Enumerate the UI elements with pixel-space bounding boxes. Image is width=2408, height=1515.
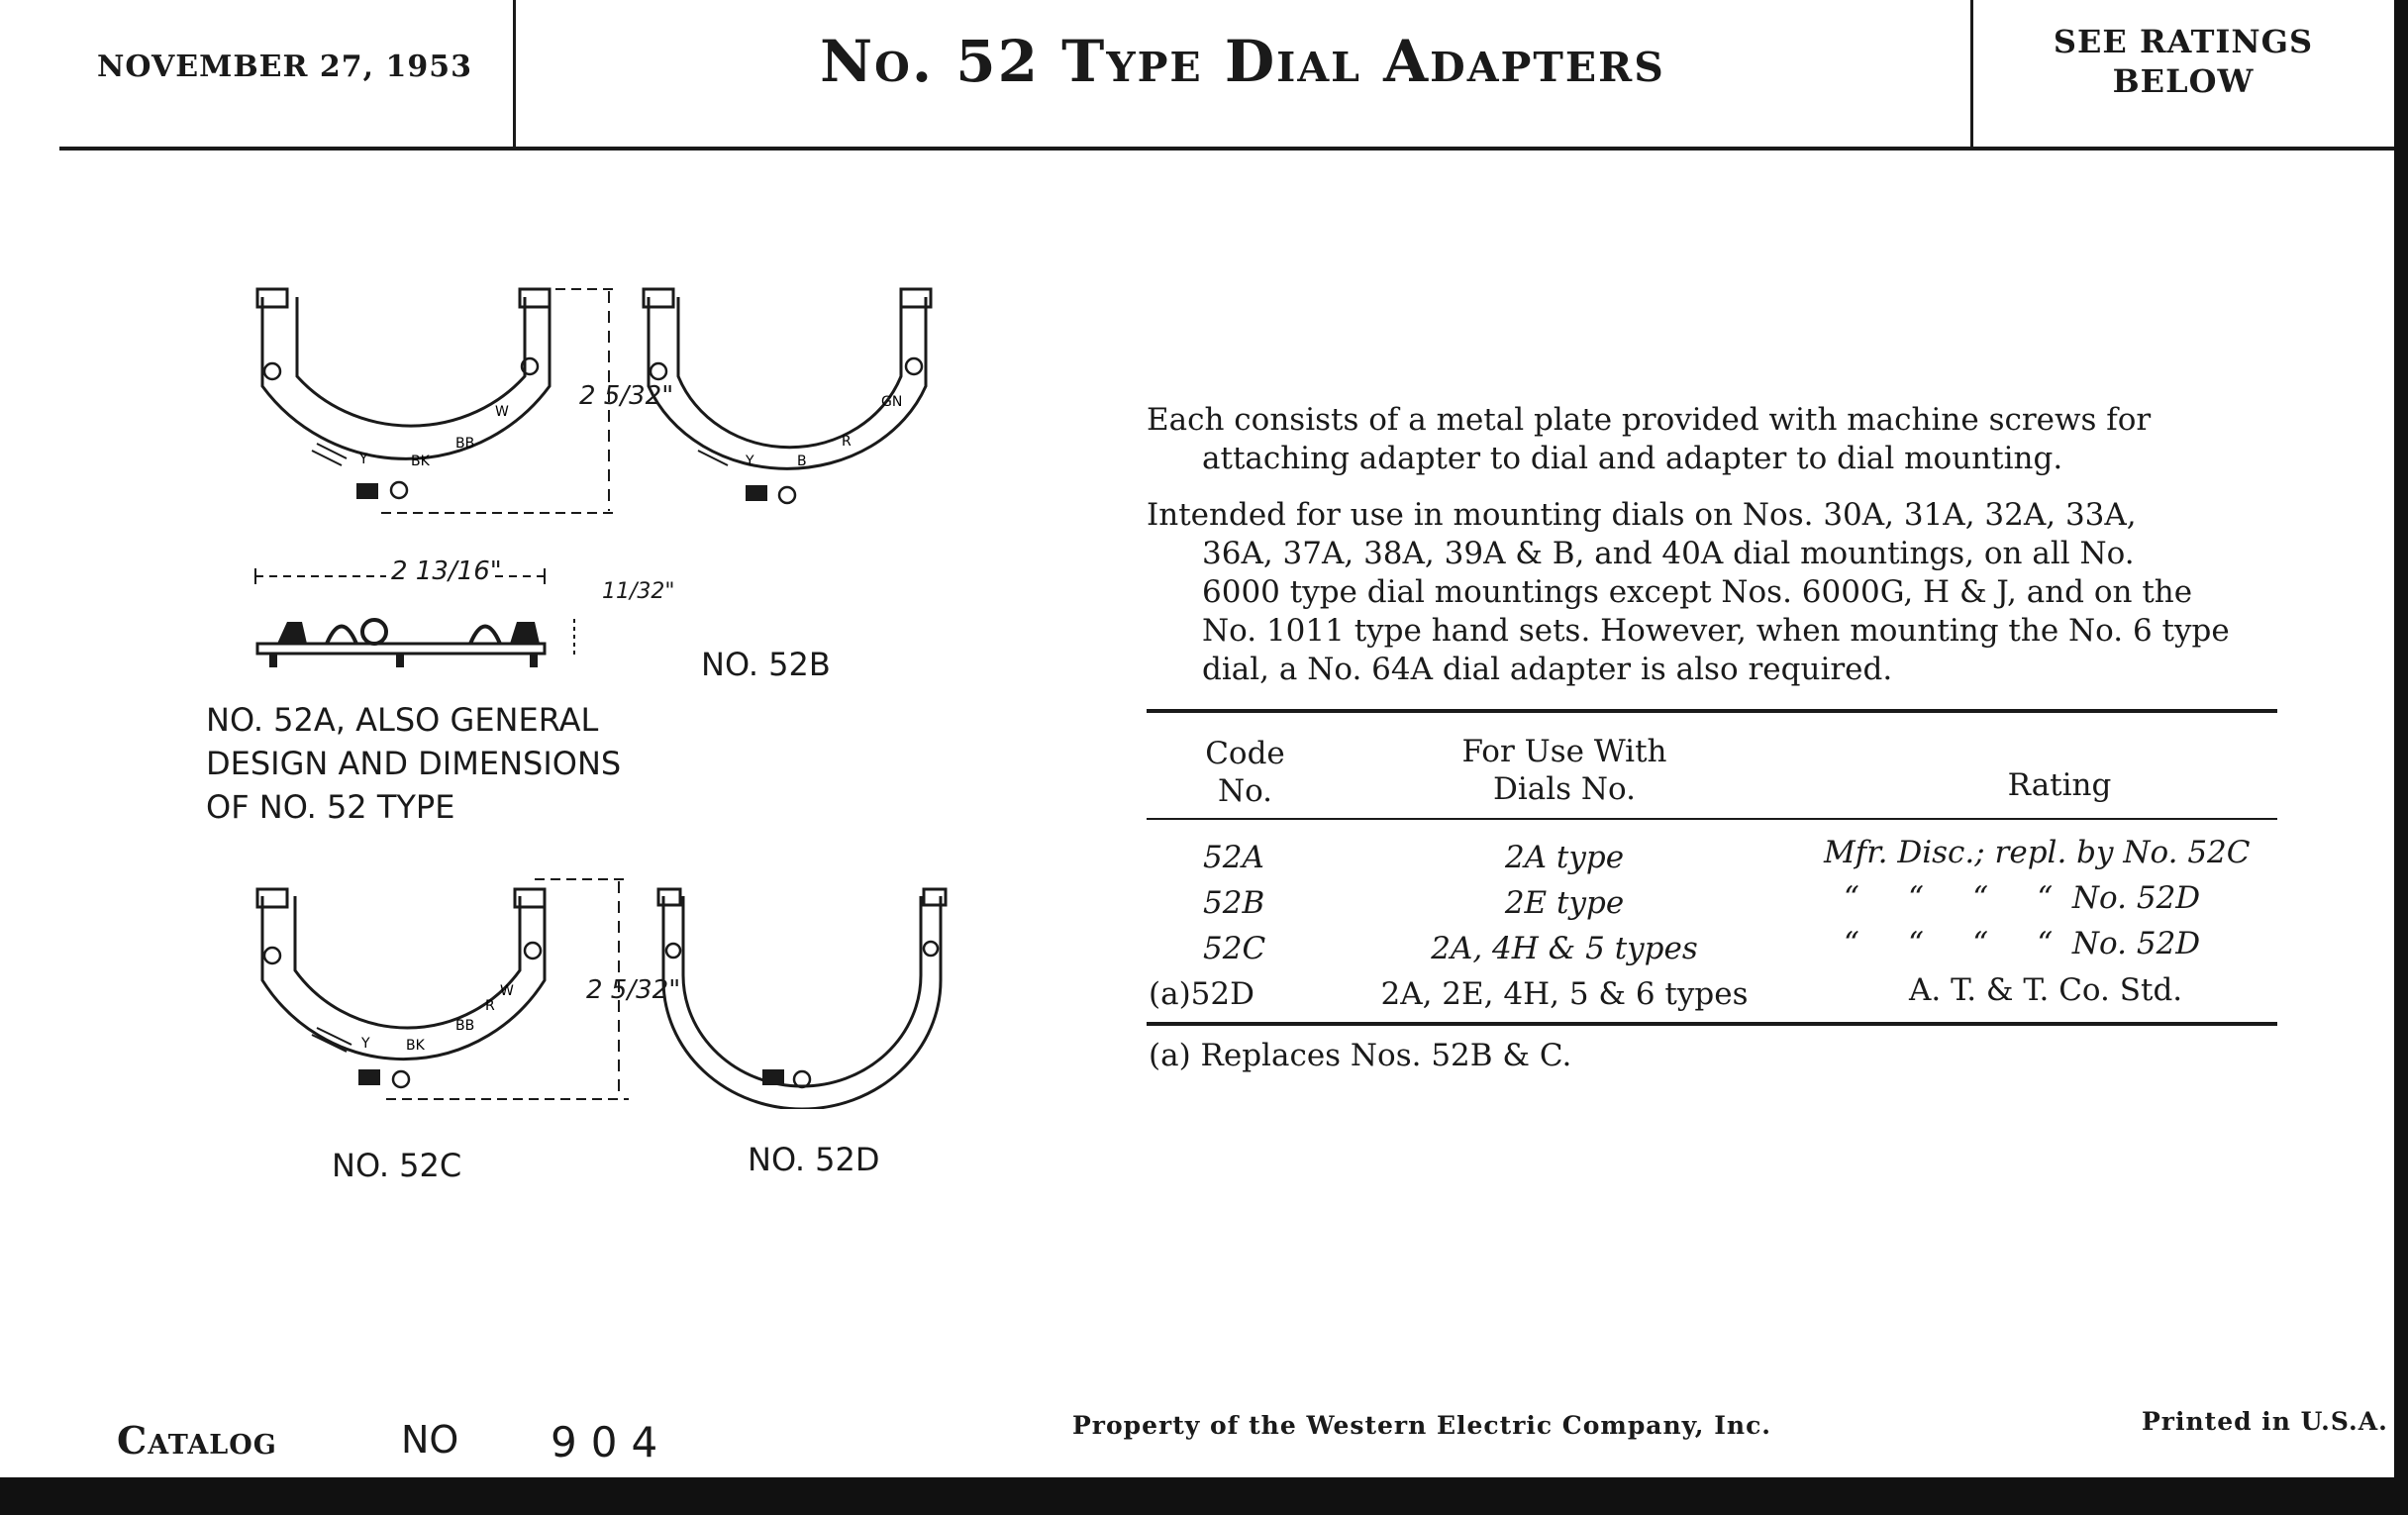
description-p1-line1: Each consists of a metal plate provided with machine screws for bbox=[1147, 402, 2152, 438]
row1-code: 52A bbox=[1203, 840, 1264, 875]
catalog-number: 904 bbox=[551, 1418, 672, 1466]
ratings-note-line1: SEE RATINGS bbox=[2053, 23, 2314, 60]
table-header-use bbox=[1376, 733, 1753, 808]
drawing-52a-side bbox=[248, 564, 644, 673]
wire-label-52c-bk: BK bbox=[406, 1038, 425, 1054]
drawing-52c bbox=[248, 871, 644, 1109]
row1-use: 2A type bbox=[1504, 840, 1625, 875]
wire-label-52a-bk: BK bbox=[411, 454, 430, 469]
wire-label-52a-w: W bbox=[495, 404, 509, 420]
catalog-label: Catalog bbox=[117, 1418, 277, 1463]
dim-width: 2 13/16" bbox=[391, 556, 502, 586]
wire-label-52b-y: Y bbox=[746, 454, 754, 469]
page-date: NOVEMBER 27, 1953 bbox=[96, 50, 473, 84]
header-rule bbox=[59, 147, 2396, 151]
property-notice: Property of the Western Electric Company, Inc. bbox=[1072, 1411, 1772, 1440]
row3-code: 52C bbox=[1203, 931, 1266, 966]
description-p2-line5: dial, a No. 64A dial adapter is also required. bbox=[1202, 652, 1893, 687]
caption-52d: NO. 52D bbox=[748, 1141, 880, 1178]
wire-label-52c-r: R bbox=[485, 998, 495, 1014]
table-footnote: (a) Replaces Nos. 52B & C. bbox=[1149, 1038, 1572, 1073]
description-p2-line2: 36A, 37A, 38A, 39A & B, and 40A dial mountings, on all No. bbox=[1202, 536, 2135, 571]
row2-code: 52B bbox=[1203, 885, 1265, 921]
wire-label-52a-bb: BB bbox=[455, 436, 475, 452]
description-p2-line1: Intended for use in mounting dials on Nos. 30A, 31A, 32A, 33A, bbox=[1147, 497, 2137, 533]
ratings-note-line2: BELOW bbox=[2112, 62, 2255, 100]
wire-label-52c-w: W bbox=[500, 983, 514, 999]
scan-border-right bbox=[2394, 0, 2408, 1515]
table-header-code-l2: No. bbox=[1217, 773, 1273, 809]
caption-52a bbox=[206, 698, 621, 829]
row1-rating: Mfr. Disc.; repl. by No. 52C bbox=[1824, 835, 2251, 870]
dim-height-top: 2 5/32" bbox=[579, 381, 674, 411]
caption-52b: NO. 52B bbox=[701, 646, 831, 683]
page-title: No. 52 Type Dial Adapters bbox=[820, 28, 1665, 95]
dim-height-bottom: 2 5/32" bbox=[586, 975, 681, 1005]
table-header-use-l2: Dials No. bbox=[1492, 771, 1637, 807]
description-p1-line2: attaching adapter to dial and adapter to dial mounting. bbox=[1202, 441, 2063, 476]
table-top-rule bbox=[1147, 709, 2277, 713]
description-paragraph-1 bbox=[1147, 401, 2277, 478]
row4-rating: A. T. & T. Co. Std. bbox=[1909, 972, 2183, 1008]
wire-label-52c-y: Y bbox=[361, 1036, 370, 1052]
wire-label-52b-gn: GN bbox=[881, 394, 903, 410]
description-p2-line3: 6000 type dial mountings except Nos. 6000G, H & J, and on the bbox=[1202, 574, 2193, 610]
table-header-use-l1: For Use With bbox=[1461, 734, 1667, 769]
table-bottom-rule bbox=[1147, 1022, 2277, 1026]
row3-use: 2A, 4H & 5 types bbox=[1431, 931, 1698, 966]
drawing-52b bbox=[639, 277, 946, 525]
header-divider-right bbox=[1970, 0, 1973, 149]
table-header-code bbox=[1168, 735, 1322, 810]
caption-52c: NO. 52C bbox=[332, 1147, 462, 1184]
description-paragraph-2 bbox=[1147, 496, 2277, 689]
row4-code: (a)52D bbox=[1149, 976, 1254, 1012]
row2-rating: “ “ “ “ No. 52D bbox=[1844, 880, 2201, 916]
description-p2-line4: No. 1011 type hand sets. However, when mounting the No. 6 type bbox=[1202, 613, 2230, 649]
wire-label-52c-bb: BB bbox=[455, 1018, 475, 1034]
table-header-rating: Rating bbox=[2007, 767, 2112, 803]
table-header-code-l1: Code bbox=[1205, 736, 1285, 771]
caption-52a-line1: NO. 52A, ALSO GENERAL bbox=[206, 701, 599, 739]
drawing-52d bbox=[649, 871, 955, 1109]
wire-label-52b-b: B bbox=[797, 454, 807, 469]
table-header-rule bbox=[1147, 818, 2277, 820]
row3-rating: “ “ “ “ No. 52D bbox=[1844, 926, 2201, 961]
ratings-note bbox=[1975, 22, 2391, 101]
caption-52a-line2: DESIGN AND DIMENSIONS bbox=[206, 745, 622, 782]
wire-label-52b-r: R bbox=[842, 434, 852, 450]
printed-notice: Printed in U.S.A. bbox=[2142, 1407, 2388, 1436]
catalog-no-label: NO bbox=[401, 1418, 459, 1462]
scan-border-bottom bbox=[0, 1477, 2408, 1515]
wire-label-52a-y: Y bbox=[359, 452, 368, 467]
row4-use: 2A, 2E, 4H, 5 & 6 types bbox=[1380, 976, 1749, 1012]
row2-use: 2E type bbox=[1504, 885, 1625, 921]
dim-thickness: 11/32" bbox=[602, 579, 675, 604]
caption-52a-line3: OF NO. 52 TYPE bbox=[206, 788, 455, 826]
